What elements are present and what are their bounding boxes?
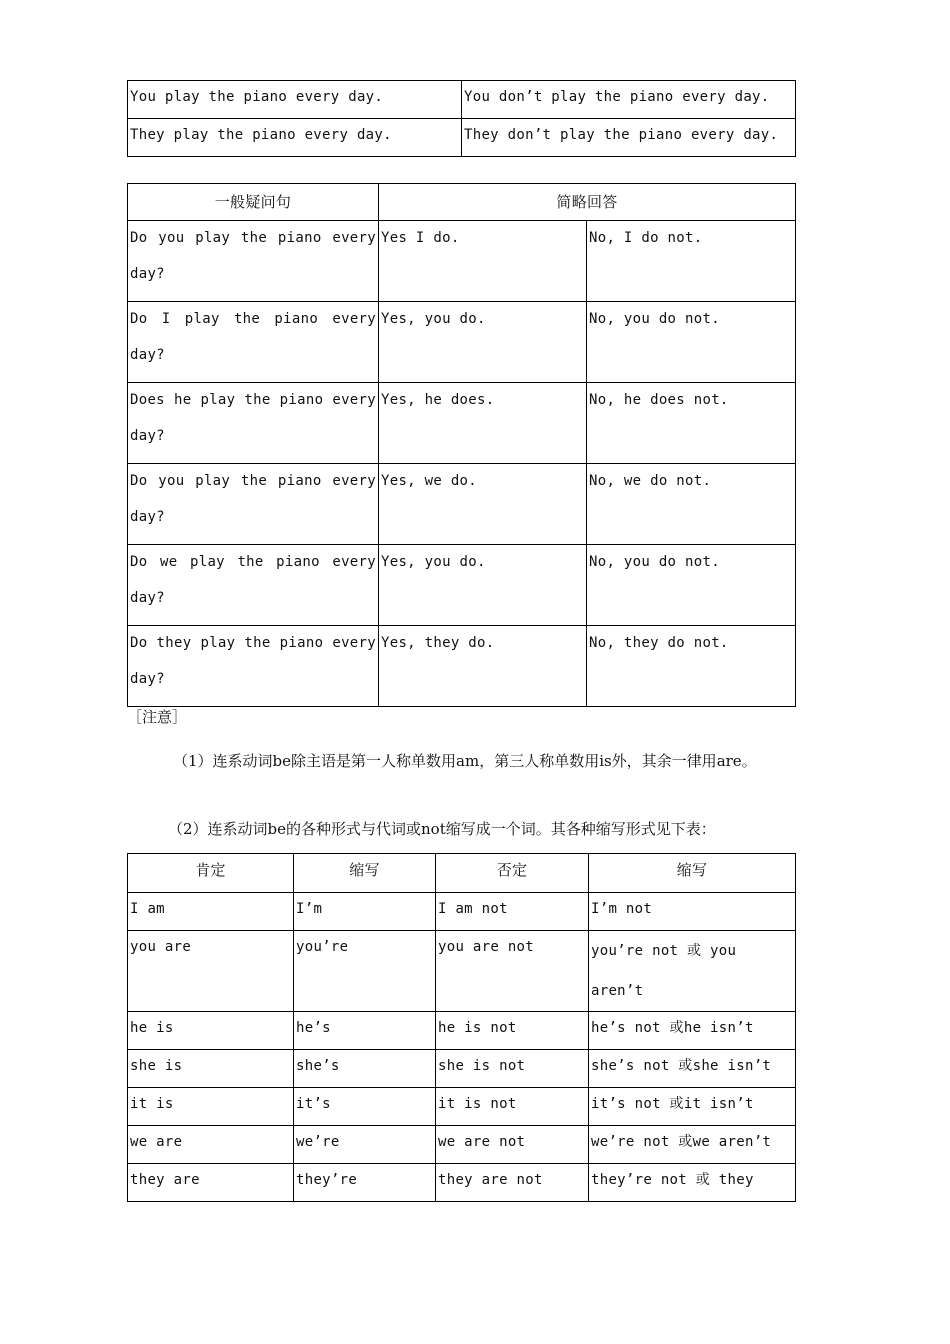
header-short-answer: 简略回答 xyxy=(379,184,796,221)
table-row xyxy=(128,221,796,302)
table-cell: it is xyxy=(128,1088,294,1126)
table-cell: you’re xyxy=(294,931,436,1012)
header-affirmative: 肯定 xyxy=(128,854,294,893)
table-cell: it is not xyxy=(436,1088,589,1126)
table-row xyxy=(128,1126,796,1164)
table-row xyxy=(128,302,796,383)
table-cell: she’s xyxy=(294,1050,436,1088)
table-cell: you are xyxy=(128,931,294,1012)
note-title: ［注意］ xyxy=(127,708,188,726)
table-row xyxy=(128,1012,796,1050)
table-row xyxy=(128,1164,796,1202)
table-row xyxy=(128,383,796,464)
table-cell: I’m xyxy=(294,893,436,931)
be-contraction-table xyxy=(127,853,796,1202)
table-cell: it’s not 或it isn’t xyxy=(589,1088,796,1126)
table-cell: you are not xyxy=(436,931,589,1012)
table-cell: she is not xyxy=(436,1050,589,1088)
header-negative: 否定 xyxy=(436,854,589,893)
table-cell: we are xyxy=(128,1126,294,1164)
table-cell: they’re xyxy=(294,1164,436,1202)
table-row xyxy=(128,893,796,931)
table-header-row xyxy=(128,184,796,221)
table-cell: we’re not 或we aren’t xyxy=(589,1126,796,1164)
question-cell: Do they play the piano every day? xyxy=(128,626,379,707)
yes-answer-cell: Yes I do. xyxy=(379,221,587,302)
table-cell: I am not xyxy=(436,893,589,931)
question-cell: Do I play the piano every day? xyxy=(128,302,379,383)
header-contraction: 缩写 xyxy=(294,854,436,893)
table-cell: they are xyxy=(128,1164,294,1202)
table-row xyxy=(128,1088,796,1126)
negative-sentence-table xyxy=(127,80,796,157)
affirmative-cell: You play the piano every day. xyxy=(128,81,462,119)
no-answer-cell: No, I do not. xyxy=(587,221,796,302)
table-row xyxy=(128,626,796,707)
table-cell: he’s xyxy=(294,1012,436,1050)
question-cell: Do we play the piano every day? xyxy=(128,545,379,626)
table-header-row xyxy=(128,854,796,893)
header-negative-contraction: 缩写 xyxy=(589,854,796,893)
table-cell: I am xyxy=(128,893,294,931)
yes-answer-cell: Yes, he does. xyxy=(379,383,587,464)
no-answer-cell: No, we do not. xyxy=(587,464,796,545)
negative-cell: They don’t play the piano every day. xyxy=(462,119,796,157)
table-cell: he is xyxy=(128,1012,294,1050)
question-cell: Do you play the piano every day? xyxy=(128,221,379,302)
table-cell: you’re not 或 you aren’t xyxy=(589,931,796,1012)
table-cell: they’re not 或 they xyxy=(589,1164,796,1202)
table-row xyxy=(128,1050,796,1088)
yes-answer-cell: Yes, they do. xyxy=(379,626,587,707)
affirmative-cell: They play the piano every day. xyxy=(128,119,462,157)
yes-answer-cell: Yes, we do. xyxy=(379,464,587,545)
question-cell: Do you play the piano every day? xyxy=(128,464,379,545)
header-question: 一般疑问句 xyxy=(128,184,379,221)
table-cell: it’s xyxy=(294,1088,436,1126)
table-row xyxy=(128,81,796,119)
negative-cell: You don’t play the piano every day. xyxy=(462,81,796,119)
yes-answer-cell: Yes, you do. xyxy=(379,302,587,383)
question-cell: Does he play the piano every day? xyxy=(128,383,379,464)
table-row xyxy=(128,464,796,545)
table-cell: I’m not xyxy=(589,893,796,931)
yes-answer-cell: Yes, you do. xyxy=(379,545,587,626)
table-cell: he’s not 或he isn’t xyxy=(589,1012,796,1050)
no-answer-cell: No, you do not. xyxy=(587,545,796,626)
table-row xyxy=(128,119,796,157)
no-answer-cell: No, he does not. xyxy=(587,383,796,464)
table-cell: they are not xyxy=(436,1164,589,1202)
question-answer-table xyxy=(127,183,796,707)
table-cell: we’re xyxy=(294,1126,436,1164)
table-row xyxy=(128,545,796,626)
no-answer-cell: No, they do not. xyxy=(587,626,796,707)
table-cell: we are not xyxy=(436,1126,589,1164)
table-cell: she’s not 或she isn’t xyxy=(589,1050,796,1088)
no-answer-cell: No, you do not. xyxy=(587,302,796,383)
table-cell: he is not xyxy=(436,1012,589,1050)
note-paragraph-2: （2）连系动词be的各种形式与代词或not缩写成一个词。其各种缩写形式见下表： xyxy=(168,820,716,838)
table-cell: she is xyxy=(128,1050,294,1088)
table-row xyxy=(128,931,796,1012)
note-paragraph-1: （1）连系动词be除主语是第一人称单数用am，第三人称单数用is外，其余一律用are。 xyxy=(173,752,757,770)
